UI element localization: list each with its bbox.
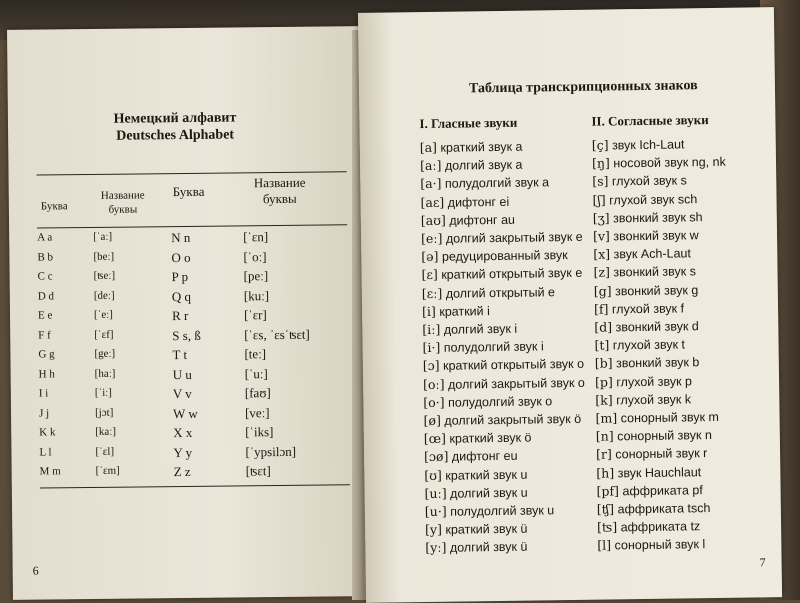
vowel-entry xyxy=(425,484,528,500)
right-page xyxy=(358,7,782,603)
letter-name: [deː] xyxy=(93,289,115,302)
consonant-entry xyxy=(597,537,705,554)
ipa-symbol: [aː] xyxy=(419,157,442,174)
ipa-symbol: [œ] xyxy=(423,430,447,447)
ipa-symbol: [ɛː] xyxy=(421,285,443,301)
vowels-heading: I. Гласные звуки xyxy=(419,114,518,132)
consonant-entry xyxy=(594,337,685,353)
sound-description: сонорный звук l xyxy=(614,537,706,553)
letter: V v xyxy=(172,385,192,402)
letter-name: [ˈaː] xyxy=(93,230,113,243)
letter-name: [veː] xyxy=(244,404,270,420)
ipa-symbol: [b] xyxy=(594,355,613,372)
vowel-entry xyxy=(424,448,518,464)
sound-description: звук Ach-Laut xyxy=(613,246,692,262)
sound-description: глухой звук sch xyxy=(609,191,698,208)
consonant-entry xyxy=(592,173,687,189)
vowel-entry xyxy=(422,303,490,319)
vowel-entry xyxy=(422,284,555,301)
sound-description: долгий закрытый звук o xyxy=(447,375,585,392)
ipa-symbol: [ʦ] xyxy=(597,519,618,535)
letter: P p xyxy=(171,268,189,285)
letter: B b xyxy=(37,250,54,264)
consonants-heading: II. Согласные звуки xyxy=(591,112,709,129)
consonant-entry xyxy=(594,318,699,334)
vowel-entry xyxy=(423,393,552,410)
consonant-entry xyxy=(593,227,699,243)
sound-description: аффриката tz xyxy=(620,519,701,535)
vowel-entry xyxy=(422,339,543,356)
alphabet-title xyxy=(100,109,250,145)
letter: C c xyxy=(37,270,53,283)
alphabet-title-de: Deutsches Alphabet xyxy=(116,127,235,144)
sound-description: носовой звук ng, nk xyxy=(613,154,726,171)
sound-description: долгий звук i xyxy=(443,321,518,337)
ipa-symbol: [x] xyxy=(593,246,611,262)
vowel-entry xyxy=(421,229,583,246)
vowel-entry xyxy=(423,356,584,373)
sound-description: звонкий звук b xyxy=(615,355,700,371)
ipa-symbol: [g] xyxy=(593,283,612,299)
consonant-entry xyxy=(593,264,696,280)
sound-description: звонкий звук w xyxy=(613,228,699,244)
vowel-entry xyxy=(420,193,509,209)
sound-description: глухой звук f xyxy=(611,301,685,317)
letter-name: [ˈɛs, ˈɛsˈʦɛt] xyxy=(244,326,310,342)
ipa-symbol: [ŋ] xyxy=(591,155,610,171)
letter: Z z xyxy=(173,463,191,480)
vowel-entry xyxy=(421,212,515,228)
ipa-symbol: [ə] xyxy=(421,249,439,265)
vowel-entry xyxy=(421,247,568,264)
sound-description: сонорный звук r xyxy=(615,446,708,462)
letter: Q q xyxy=(171,288,192,304)
consonant-entry xyxy=(597,500,711,517)
ipa-symbol: [l] xyxy=(597,537,612,554)
page-number-right: 7 xyxy=(759,555,766,570)
sound-description: полудолгий звук a xyxy=(444,175,550,192)
sound-description: звук Hauchlaut xyxy=(617,464,702,480)
vowel-entry xyxy=(423,374,585,391)
vowel-entry xyxy=(425,539,527,555)
sound-description: аффриката tsch xyxy=(617,501,711,517)
vowel-entry xyxy=(425,521,527,537)
letter-name: [geː] xyxy=(94,347,116,360)
letter-name: [ˈiː] xyxy=(94,386,113,399)
letter: W w xyxy=(172,405,198,421)
consonant-entry xyxy=(592,136,685,152)
ipa-symbol: [oː] xyxy=(422,376,445,392)
sound-description: сонорный звук n xyxy=(617,428,712,444)
ipa-symbol: [y] xyxy=(425,521,443,538)
letter: I i xyxy=(38,387,49,400)
ipa-symbol: [m] xyxy=(595,410,618,426)
letter: G g xyxy=(38,348,55,361)
sound-description: глухой звук p xyxy=(616,373,693,389)
letter: T t xyxy=(172,346,188,363)
sound-description: аффриката pf xyxy=(622,482,703,499)
ipa-symbol: [ɛ] xyxy=(421,267,438,283)
letter-name: [haː] xyxy=(94,367,116,380)
sound-description: краткий звук a xyxy=(440,139,523,155)
sound-description: глухой звук t xyxy=(612,337,686,353)
sound-description: долгий закрытый звук e xyxy=(445,229,583,246)
vowel-entry xyxy=(425,502,555,519)
letter-name: [peː] xyxy=(243,268,269,284)
sound-description: полудолгий звук i xyxy=(443,339,544,355)
sound-description: дифтонг ei xyxy=(447,194,510,210)
sound-description: краткий открытый звук o xyxy=(442,357,585,374)
letter: M m xyxy=(39,465,61,478)
sound-description: сонорный звук m xyxy=(620,409,719,426)
letter-name: [faʊ] xyxy=(244,385,271,401)
ipa-symbol: [d] xyxy=(594,319,613,335)
ipa-symbol: [i·] xyxy=(422,340,441,356)
ipa-symbol: [o·] xyxy=(423,394,445,410)
letter: U u xyxy=(172,366,192,382)
vowel-entry xyxy=(424,430,532,447)
consonant-entry xyxy=(595,355,700,371)
sound-description: редуцированный звук xyxy=(441,248,568,264)
vowel-entry xyxy=(421,265,582,282)
ipa-symbol: [f] xyxy=(593,301,609,317)
letter: D d xyxy=(37,289,55,303)
ipa-symbol: [yː] xyxy=(425,540,447,556)
header-letter-2: Буква xyxy=(172,183,205,200)
vowel-entry xyxy=(420,157,523,173)
sound-description: дифтонг eu xyxy=(451,449,518,465)
page-number-left: 6 xyxy=(32,563,39,578)
consonant-entry xyxy=(595,409,718,426)
ipa-symbol: [v] xyxy=(592,228,610,244)
ipa-symbol: [ç] xyxy=(591,137,609,153)
sound-description: долгий открытый e xyxy=(445,284,556,301)
letter: F f xyxy=(38,328,51,342)
ipa-symbol: [n] xyxy=(595,428,614,444)
sound-description: глухой звук s xyxy=(611,173,687,189)
consonant-entry xyxy=(595,391,691,407)
letter-name: [ˈɛm] xyxy=(95,464,120,477)
sound-description: звонкий звук d xyxy=(615,319,699,335)
ipa-symbol: [a] xyxy=(419,139,438,156)
sound-description: долгий звук a xyxy=(444,157,523,173)
letter-name: [ˈɛl] xyxy=(95,445,115,458)
vowel-entry xyxy=(424,466,527,482)
letter-name: [ˈoː] xyxy=(243,248,267,264)
ipa-symbol: [ʒ] xyxy=(592,210,610,226)
sound-description: краткий звук ö xyxy=(449,430,532,446)
letter: S s, ß xyxy=(172,327,201,343)
vowel-entry xyxy=(420,175,549,192)
consonant-entry xyxy=(595,373,692,389)
sound-description: звонкий звук s xyxy=(613,264,697,280)
letter-name: [teː] xyxy=(244,346,267,362)
header-letter-1: Буква xyxy=(40,200,68,213)
left-page xyxy=(7,26,365,600)
sound-description: звонкий звук sh xyxy=(612,209,703,226)
letter: Y y xyxy=(173,444,193,460)
sound-description: звук Ich-Laut xyxy=(611,137,685,153)
ipa-symbol: [z] xyxy=(593,264,610,281)
letter-name: [jɔt] xyxy=(94,406,114,419)
ipa-symbol: [ɔ] xyxy=(422,358,440,374)
sound-description: звонкий звук g xyxy=(614,282,699,298)
letter-name: [ˈɛr] xyxy=(243,307,267,323)
ipa-symbol: [r] xyxy=(595,446,612,463)
sound-description: дифтонг au xyxy=(449,212,516,228)
ipa-symbol: [uː] xyxy=(424,485,447,501)
sound-description: долгий звук ü xyxy=(449,540,528,556)
consonant-entry xyxy=(593,209,703,226)
consonant-entry xyxy=(592,191,697,207)
letter-name: [kuː] xyxy=(243,287,270,303)
sound-description: долгий звук u xyxy=(450,485,528,501)
letter: N n xyxy=(171,229,191,246)
letter-name: [ˈɛn] xyxy=(243,229,269,245)
ipa-symbol: [u·] xyxy=(424,503,447,520)
ipa-symbol: [h] xyxy=(596,464,615,481)
ipa-symbol: [t] xyxy=(594,337,610,353)
alphabet-row xyxy=(40,462,360,485)
ipa-symbol: [k] xyxy=(595,392,613,408)
ipa-symbol: [aʊ] xyxy=(420,212,446,228)
consonant-entry xyxy=(596,427,712,444)
letter: X x xyxy=(173,424,193,441)
letter-name: [kaː] xyxy=(95,425,117,438)
consonant-entry xyxy=(594,282,699,298)
sound-description: краткий звук u xyxy=(445,467,528,483)
consonant-entry xyxy=(594,300,684,316)
letter-name: [ˈɛf] xyxy=(94,328,114,341)
consonant-entry xyxy=(592,154,726,171)
sound-description: краткий открытый звук e xyxy=(441,266,583,283)
ipa-symbol: [ʧ] xyxy=(596,501,615,517)
ipa-symbol: [a·] xyxy=(420,176,442,192)
sound-description: полудолгий звук u xyxy=(450,503,555,519)
ipa-symbol: [pf] xyxy=(596,483,620,499)
letter: H h xyxy=(38,367,55,381)
ipa-symbol: [i] xyxy=(421,303,436,319)
ipa-symbol: [ʃ] xyxy=(592,192,606,208)
sound-description: краткий i xyxy=(439,303,490,319)
letter: J j xyxy=(38,406,50,420)
sound-description: глухой звук k xyxy=(616,392,692,408)
letter: O o xyxy=(171,249,191,265)
ipa-symbol: [ø] xyxy=(423,412,441,429)
alphabet-title-ru: Немецкий алфавит xyxy=(113,110,237,127)
ipa-symbol: [p] xyxy=(594,374,613,390)
consonant-entry xyxy=(593,245,691,261)
letter-name: [ˈiks] xyxy=(245,424,274,440)
ipa-symbol: [ʊ] xyxy=(424,467,442,483)
header-name-2: Название буквы xyxy=(253,174,306,207)
consonant-entry xyxy=(596,482,702,498)
vowel-entry xyxy=(422,321,517,337)
letter: E e xyxy=(37,309,53,322)
transcription-title: Таблица транскрипционных знаков xyxy=(468,78,698,97)
ipa-symbol: [iː] xyxy=(422,321,441,338)
letter-name: [ˈuː] xyxy=(244,365,268,381)
sound-description: краткий звук ü xyxy=(445,521,528,537)
vowel-entry xyxy=(420,139,523,155)
letter: A a xyxy=(37,231,53,244)
header-name-1: Название буквы xyxy=(100,189,145,216)
ipa-symbol: [s] xyxy=(592,173,609,190)
letter-name: [ʦɛt] xyxy=(245,463,271,479)
ipa-symbol: [ɔø] xyxy=(424,449,449,465)
letter-name: [ˈypsilɔn] xyxy=(245,443,297,459)
consonant-entry xyxy=(597,518,700,534)
letter-name: [ʦeː] xyxy=(93,269,116,282)
letter: K k xyxy=(39,426,56,439)
consonant-entry xyxy=(596,445,707,462)
ipa-symbol: [aɛ] xyxy=(420,194,445,210)
ipa-symbol: [eː] xyxy=(420,230,443,247)
letter-name: [ˈeː] xyxy=(93,308,114,321)
vowel-entry xyxy=(423,411,581,428)
letter-name: [beː] xyxy=(93,250,115,263)
letter: L l xyxy=(39,445,52,459)
consonant-entry xyxy=(596,464,701,480)
sound-description: полудолгий звук o xyxy=(448,394,553,410)
letter: R r xyxy=(171,307,189,324)
sound-description: долгий закрытый звук ö xyxy=(444,411,582,428)
